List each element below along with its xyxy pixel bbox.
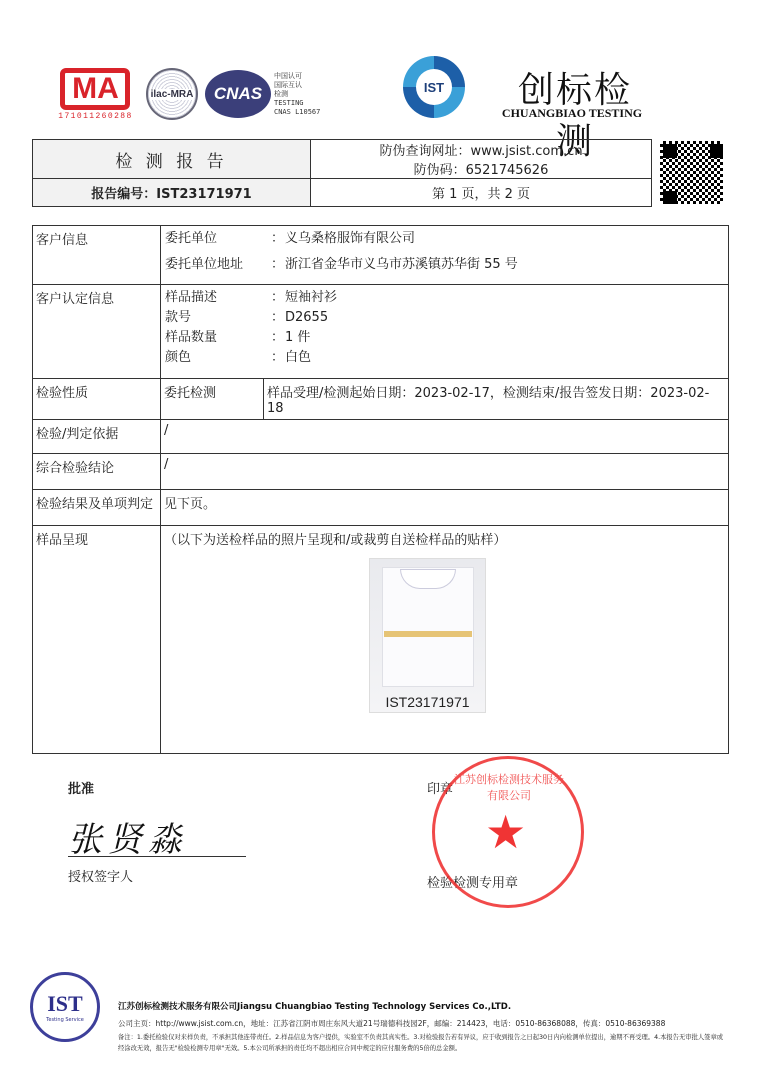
approve-label: 批准 [68,782,95,797]
company-stamp: 江苏创标检测技术服务有限公司 ★ [432,756,584,908]
presentation-note: （以下为送检样品的照片呈现和/或裁剪自送检样品的贴样） [161,526,729,754]
report-number: 报告编号：IST23171971 [33,179,311,207]
ilac-mra-logo: ilac-MRA [146,68,198,120]
star-icon: ★ [485,805,527,859]
test-dates: 样品受理/检测起始日期：2023-02-17，检测结束/报告签发日期：2023-02-18 [264,379,729,420]
sample-row: 样品描述 ： 短袖衬衫 [165,290,338,305]
sample-label: 客户认定信息 [33,285,161,379]
nature-label: 检验性质 [33,379,161,420]
sample-row: 款号 ： D2655 [165,310,329,325]
signature: 张贤淼 [68,820,188,860]
seal-name: 检验检测专用章 [427,876,519,891]
client-label: 客户信息 [33,226,161,285]
signer-label: 授权签字人 [68,870,134,885]
report-header [32,139,652,207]
sample-row: 样品数量 ： 1 件 [165,330,311,345]
basis-value: / [161,420,729,454]
conclusion-value: / [161,454,729,490]
client-row: 委托单位 ： 义乌桑格服饰有限公司 [165,231,416,246]
footer-notes: 备注：1.委托检验仅对来样负责，不承担其他连带责任。2.样品信息为客户提供，实验室不负责其真实性。3.对检验报告若有异议，应于收到报告之日起30日内向检测单位提出，逾期不再受理。4.本报告无审批人签章或经涂改无效，报告无"检验检测专用章"无效。5.本公司所承担的责任均不超出相应合同中规定的应付服务费的5倍的总金额。 [118,1034,724,1052]
brand-name-en: CHUANGBIAO TESTING [501,106,643,120]
cnas-text: 中国认可 国际互认 检测 TESTING CNAS L10567 [274,72,321,116]
signature-line [68,856,246,857]
ist-logo: IST [403,56,465,118]
footer-contact: 公司主页：http://www.jsist.com.cn，地址：江苏省江阴市周庄东风大道21号瑞德科技园2F，邮编：214423，电话：0510-86368088，传真：0510-86369388 [118,1019,666,1028]
basis-label: 检验/判定依据 [33,420,161,454]
cma-logo: MA 171011260288 [58,68,133,124]
footer-ist-seal: IST Testing Service [30,972,100,1042]
nature-type: 委托检测 [161,379,264,420]
results-label: 检验结果及单项判定 [33,490,161,526]
presentation-label: 样品呈现 [33,526,161,754]
footer-company: 江苏创标检测技术服务有限公司Jiangsu Chuangbiao Testing Technology Services Co.,LTD. [118,1002,512,1012]
report-title: 检 测 报 告 [33,140,311,179]
page-number: 第 1 页，共 2 页 [311,179,652,207]
conclusion-label: 综合检验结论 [33,454,161,490]
qr-code [658,139,725,206]
client-row: 委托单位地址 ： 浙江省金华市义乌市苏溪镇苏华街 55 号 [165,257,518,272]
results-value: 见下页。 [161,490,729,526]
brand-name: 创标检测 [517,70,632,162]
cnas-logo: CNAS [205,70,271,118]
sample-row: 颜色 ： 白色 [165,350,312,365]
seal-label: 印章 [427,782,454,797]
verify-url: 防伪查询网址：www.jsist.com.cn [379,144,583,159]
verify-code: 防伪码：6521745626 [413,163,549,178]
sample-photo: IST23171971 [369,558,486,713]
